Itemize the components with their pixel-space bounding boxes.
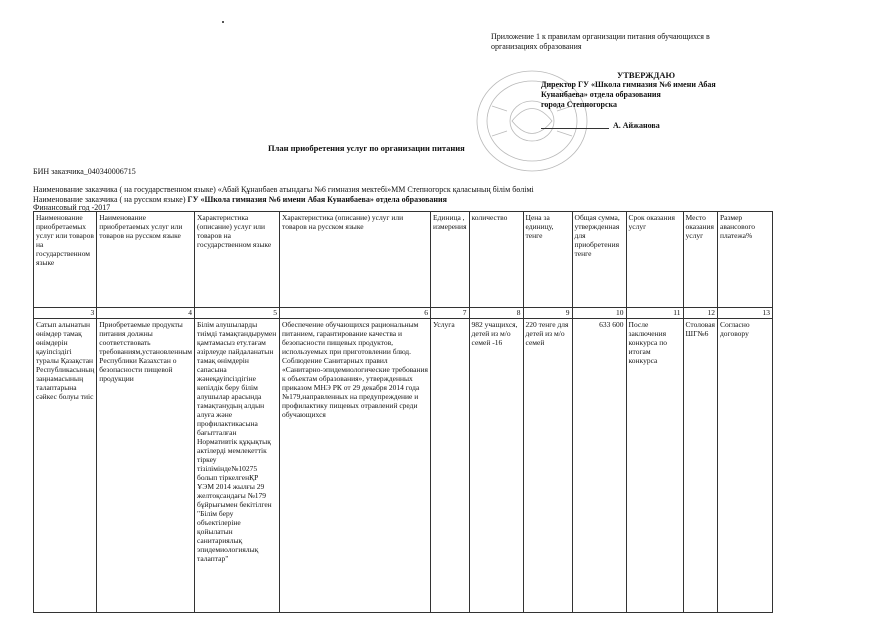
header-row: [34, 212, 773, 308]
approval-line: города Степногорска: [541, 100, 617, 109]
header-cell: Единица , измерения: [431, 212, 470, 308]
column-number: 6: [280, 308, 431, 319]
approval-line: Директор ГУ «Школа гимназия №6 имени Абая: [541, 80, 716, 89]
header-cell: Характеристика (описание) услуг или товаров на русском языке: [280, 212, 431, 308]
column-number-row: [34, 308, 773, 319]
column-number: 10: [572, 308, 626, 319]
cell-description-ru: Обеспечение обучающихся рациональным питанием, гарантирование качества и безопасности пищевых продуктов, используемых при приготовлении блюд. Соблюдение Санитарных правил «Санитарно-эпидемиологические требования к объектам образования», утвержденных приказом МНЭ РК от 29 декабря 2014 года №179,направленных на предупреждение и профилактику пищевых отравлений среди обучающихся: [280, 319, 431, 613]
signatory-name: А. Айжанова: [613, 121, 660, 130]
column-number: 12: [683, 308, 717, 319]
cell-advance: Согласно договору: [717, 319, 772, 613]
cell-place: Столовая ШГ№6: [683, 319, 717, 613]
customer-name-ru-label: Наименование заказчика ( на русском языке): [33, 195, 186, 204]
approval-line: Кунанбаева» отдела образования: [541, 90, 661, 99]
approval-heading: УТВЕРЖДАЮ: [617, 70, 676, 80]
cell-unit: Услуга: [431, 319, 470, 613]
column-number: 13: [717, 308, 772, 319]
cell-service-kz: Сатып алынатын өнімдер тамақ өнімдерін қауіпсіздігі туралы Қазақстан Республикасының заңнамасының талаптарына сәйкес болуы тиіс: [34, 319, 97, 613]
cell-description-kz: Білім алушыларды тиімді тамақтандырумен қамтамасыз ету.тағам әзірлеуде пайдаланатын тамақ өнімдерін сапасына жәнеқауіпсіздігіне кепілдік беру білім алушылар арасында тамақтанудың алдын алуға және профилактикасына бағытталған Нормативтік құқықтық актілерді мемлекеттік тіркеу тізілімінде№10275 болып тіркелгенҚР ҰЭМ 2014 жылғы 29 желтоқсандағы №179 бұйрығымен бекітілген "Білім беру объектілеріне қойылатын санитариялық эпидемиологиялық талаптар": [195, 319, 280, 613]
column-number: 5: [195, 308, 280, 319]
column-number: 3: [34, 308, 97, 319]
header-cell: Срок оказания услуг: [626, 212, 683, 308]
bin-line: БИН заказчика_040340006715: [33, 167, 136, 176]
header-cell: Цена за единицу, тенге: [523, 212, 572, 308]
column-number: 8: [469, 308, 523, 319]
header-cell: Наименование приобретаемых услуг или товаров на государственном языке: [34, 212, 97, 308]
table-row: [34, 319, 773, 613]
document-title: План приобретения услуг по организации питания: [268, 143, 465, 153]
header-cell: Наименование приобретаемых услуг или товаров на русском языке: [97, 212, 195, 308]
column-number: 4: [97, 308, 195, 319]
approval-block: [541, 80, 771, 110]
fiscal-year: Финансовый год -2017: [33, 203, 111, 212]
cell-service-ru: Приобретаемые продукты питания должны соответствовать требованиям,установленным Республики Казахстан о безопасности пищевой продукции: [97, 319, 195, 613]
cell-total: 633 600: [572, 319, 626, 613]
scan-speck: [222, 21, 224, 23]
column-number: 7: [431, 308, 470, 319]
cell-price: 220 тенге для детей из м/о семей: [523, 319, 572, 613]
signature-line: [541, 128, 609, 129]
column-number: 9: [523, 308, 572, 319]
header-cell: Размер авансового платежа%: [717, 212, 772, 308]
cell-quantity: 982 учащихся, детей из м/о семей -16: [469, 319, 523, 613]
header-cell: Общая сумма, утвержденная для приобретения тенге: [572, 212, 626, 308]
customer-name-kz: Наименование заказчика ( на государственном языке) «Абай Құнанбаев атындағы №6 гимназия мектебі»ММ Степногорск қаласының білім бөлімі: [33, 185, 534, 194]
cell-term: После заключения конкурса по итогам конкурса: [626, 319, 683, 613]
appendix-note: Приложение 1 к правилам организации питания обучающихся в организациях образования: [491, 32, 710, 51]
customer-name-ru-value: ГУ «Школа гимназия №6 имени Абая Кунанбаева» отдела образования: [187, 195, 447, 204]
header-cell: количество: [469, 212, 523, 308]
header-cell: Характеристика (описание) услуг или товаров на государственном языке: [195, 212, 280, 308]
purchase-plan-table: [33, 211, 773, 613]
header-cell: Место оказания услуг: [683, 212, 717, 308]
column-number: 11: [626, 308, 683, 319]
